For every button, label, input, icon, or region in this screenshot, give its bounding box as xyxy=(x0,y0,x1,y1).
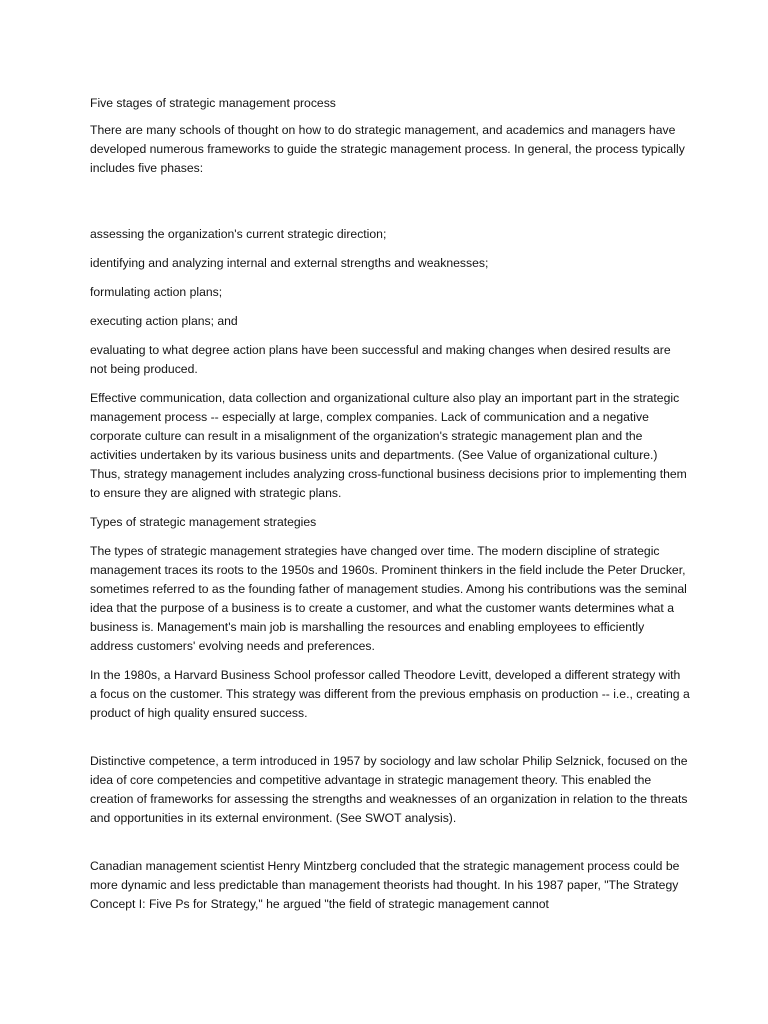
phase-item-formulate: formulating action plans; xyxy=(90,285,223,299)
document-page xyxy=(90,94,690,924)
phase-item-evaluate: evaluating to what degree action plans have been successful and making changes when desired results are not being produced. xyxy=(90,343,671,376)
communication-paragraph: Effective communication, data collection and organizational culture also play an important part in the strategic management process -- especially at large, complex companies. Lack of communication and a negative corporate culture can result in a misalignment of the organization's strategic management plan and the activities undertaken by its various business units and departments. (See Value of organizational culture.) Thus, strategy management includes analyzing cross-functional business decisions prior to implementing them to ensure they are aligned with strategic plans. xyxy=(90,391,687,500)
section-heading: Types of strategic management strategies xyxy=(90,515,317,529)
mintzberg-paragraph: Canadian management scientist Henry Mintzberg concluded that the strategic management process could be more dynamic and less predictable than management theorists had thought. In his 1987 paper, "The Strategy Concept I: Five Ps for Strategy," he argued "the field of strategic management cannot xyxy=(90,859,680,911)
document-title: Five stages of strategic management process xyxy=(90,96,336,110)
phase-item-identify: identifying and analyzing internal and external strengths and weaknesses; xyxy=(90,256,489,270)
phase-item-execute: executing action plans; and xyxy=(90,314,238,328)
types-paragraph: The types of strategic management strategies have changed over time. The modern discipline of strategic management traces its roots to the 1950s and 1960s. Prominent thinkers in the field include the Peter Drucker, sometimes referred to as the founding father of management studies. Among his contributions was the seminal idea that the purpose of a business is to create a customer, and what the customer wants determines what a business is. Management's main job is marshalling the resources and enabling employees to efficiently address customers' evolving needs and preferences. xyxy=(90,544,687,653)
levitt-paragraph: In the 1980s, a Harvard Business School professor called Theodore Levitt, developed a different strategy with a focus on the customer. This strategy was different from the previous emphasis on production -- i.e., creating a product of high quality ensured success. xyxy=(90,668,690,720)
intro-paragraph: There are many schools of thought on how to do strategic management, and academics and managers have developed numerous frameworks to guide the strategic management process. In general, the process typically includes five phases: xyxy=(90,123,685,175)
phase-item-assess: assessing the organization's current strategic direction; xyxy=(90,227,387,241)
selznick-paragraph: Distinctive competence, a term introduced in 1957 by sociology and law scholar Philip Selznick, focused on the idea of core competencies and competitive advantage in strategic management theory. This enabled the creation of frameworks for assessing the strengths and weaknesses of an organization in relation to the threats and opportunities in its external environment. (See SWOT analysis). xyxy=(90,754,688,825)
